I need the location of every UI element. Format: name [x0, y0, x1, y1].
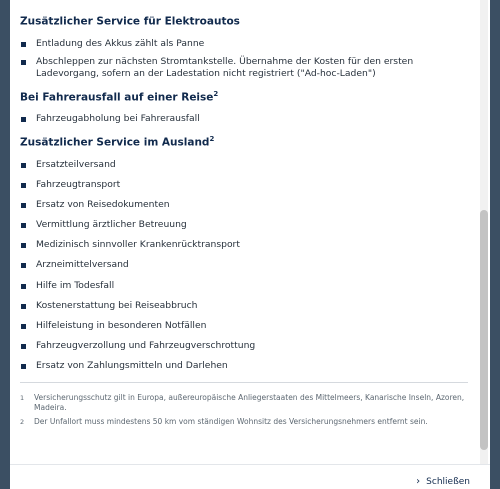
section-title: Bei Fahrerausfall auf einer Reise$^2$ — [20, 89, 219, 103]
modal-backdrop-left[interactable] — [0, 0, 10, 489]
footnote — [20, 393, 468, 413]
footnote-text: Versicherungsschutz gilt in Europa, außereuropäische Anliegerstaaten des Mittelmeers, Kanarische Inseln, Azoren, Madeira. — [34, 393, 465, 413]
section-title: Zusätzlicher Service für Elektroautos — [20, 15, 240, 28]
close-button[interactable] — [416, 476, 470, 487]
service-list — [20, 113, 468, 125]
list-item: Ersatz von Zahlungsmitteln und Darlehen — [20, 360, 468, 372]
footnote-number: 2 — [20, 418, 25, 427]
list-item: Abschleppen zur nächsten Stromtankstelle. Übernahme der Kosten für den ersten Ladevorgang, sofern an der Ladestation nicht registriert ("Ad-hoc-Laden") — [20, 56, 468, 80]
service-list — [20, 159, 468, 373]
list-item: Fahrzeugverzollung und Fahrzeugverschrottung — [20, 340, 468, 352]
list-item: Fahrzeugtransport — [20, 179, 468, 191]
footnote-number: 1 — [20, 394, 25, 403]
list-item: Hilfe im Todesfall — [20, 280, 468, 292]
list-item: Fahrzeugabholung bei Fahrerausfall — [20, 113, 468, 125]
chevron-right-icon: › — [416, 476, 421, 487]
list-item: Hilfeleistung in besonderen Notfällen — [20, 320, 468, 332]
list-item: Kostenerstattung bei Reiseabbruch — [20, 300, 468, 312]
footnote-divider — [20, 382, 468, 383]
list-item: Entladung des Akkus zählt als Panne — [20, 38, 468, 50]
footnote-text: Der Unfallort muss mindestens 50 km vom ständigen Wohnsitz des Versicherungsnehmers entfernt sein. — [34, 417, 428, 427]
list-item: Medizinisch sinnvoller Krankenrücktransport — [20, 239, 468, 251]
section-title: Zusätzlicher Service im Ausland$^2$ — [20, 135, 215, 149]
list-item: Arzneimittelversand — [20, 259, 468, 271]
section-elektroautos — [20, 14, 468, 80]
section-fahrerausfall — [20, 90, 468, 126]
list-item: Vermittlung ärztlicher Betreuung — [20, 219, 468, 231]
service-details-modal — [10, 0, 490, 489]
footnotes — [20, 393, 468, 427]
service-list — [20, 38, 468, 80]
list-item: Ersatz von Reisedokumenten — [20, 199, 468, 211]
close-label: Schließen — [426, 476, 470, 487]
modal-footer — [10, 464, 490, 489]
list-item: Ersatzteilversand — [20, 159, 468, 171]
scrollbar-thumb[interactable] — [480, 210, 488, 450]
footnote — [20, 417, 468, 427]
section-ausland — [20, 135, 468, 372]
modal-backdrop-right[interactable] — [490, 0, 500, 489]
modal-content — [10, 0, 478, 465]
